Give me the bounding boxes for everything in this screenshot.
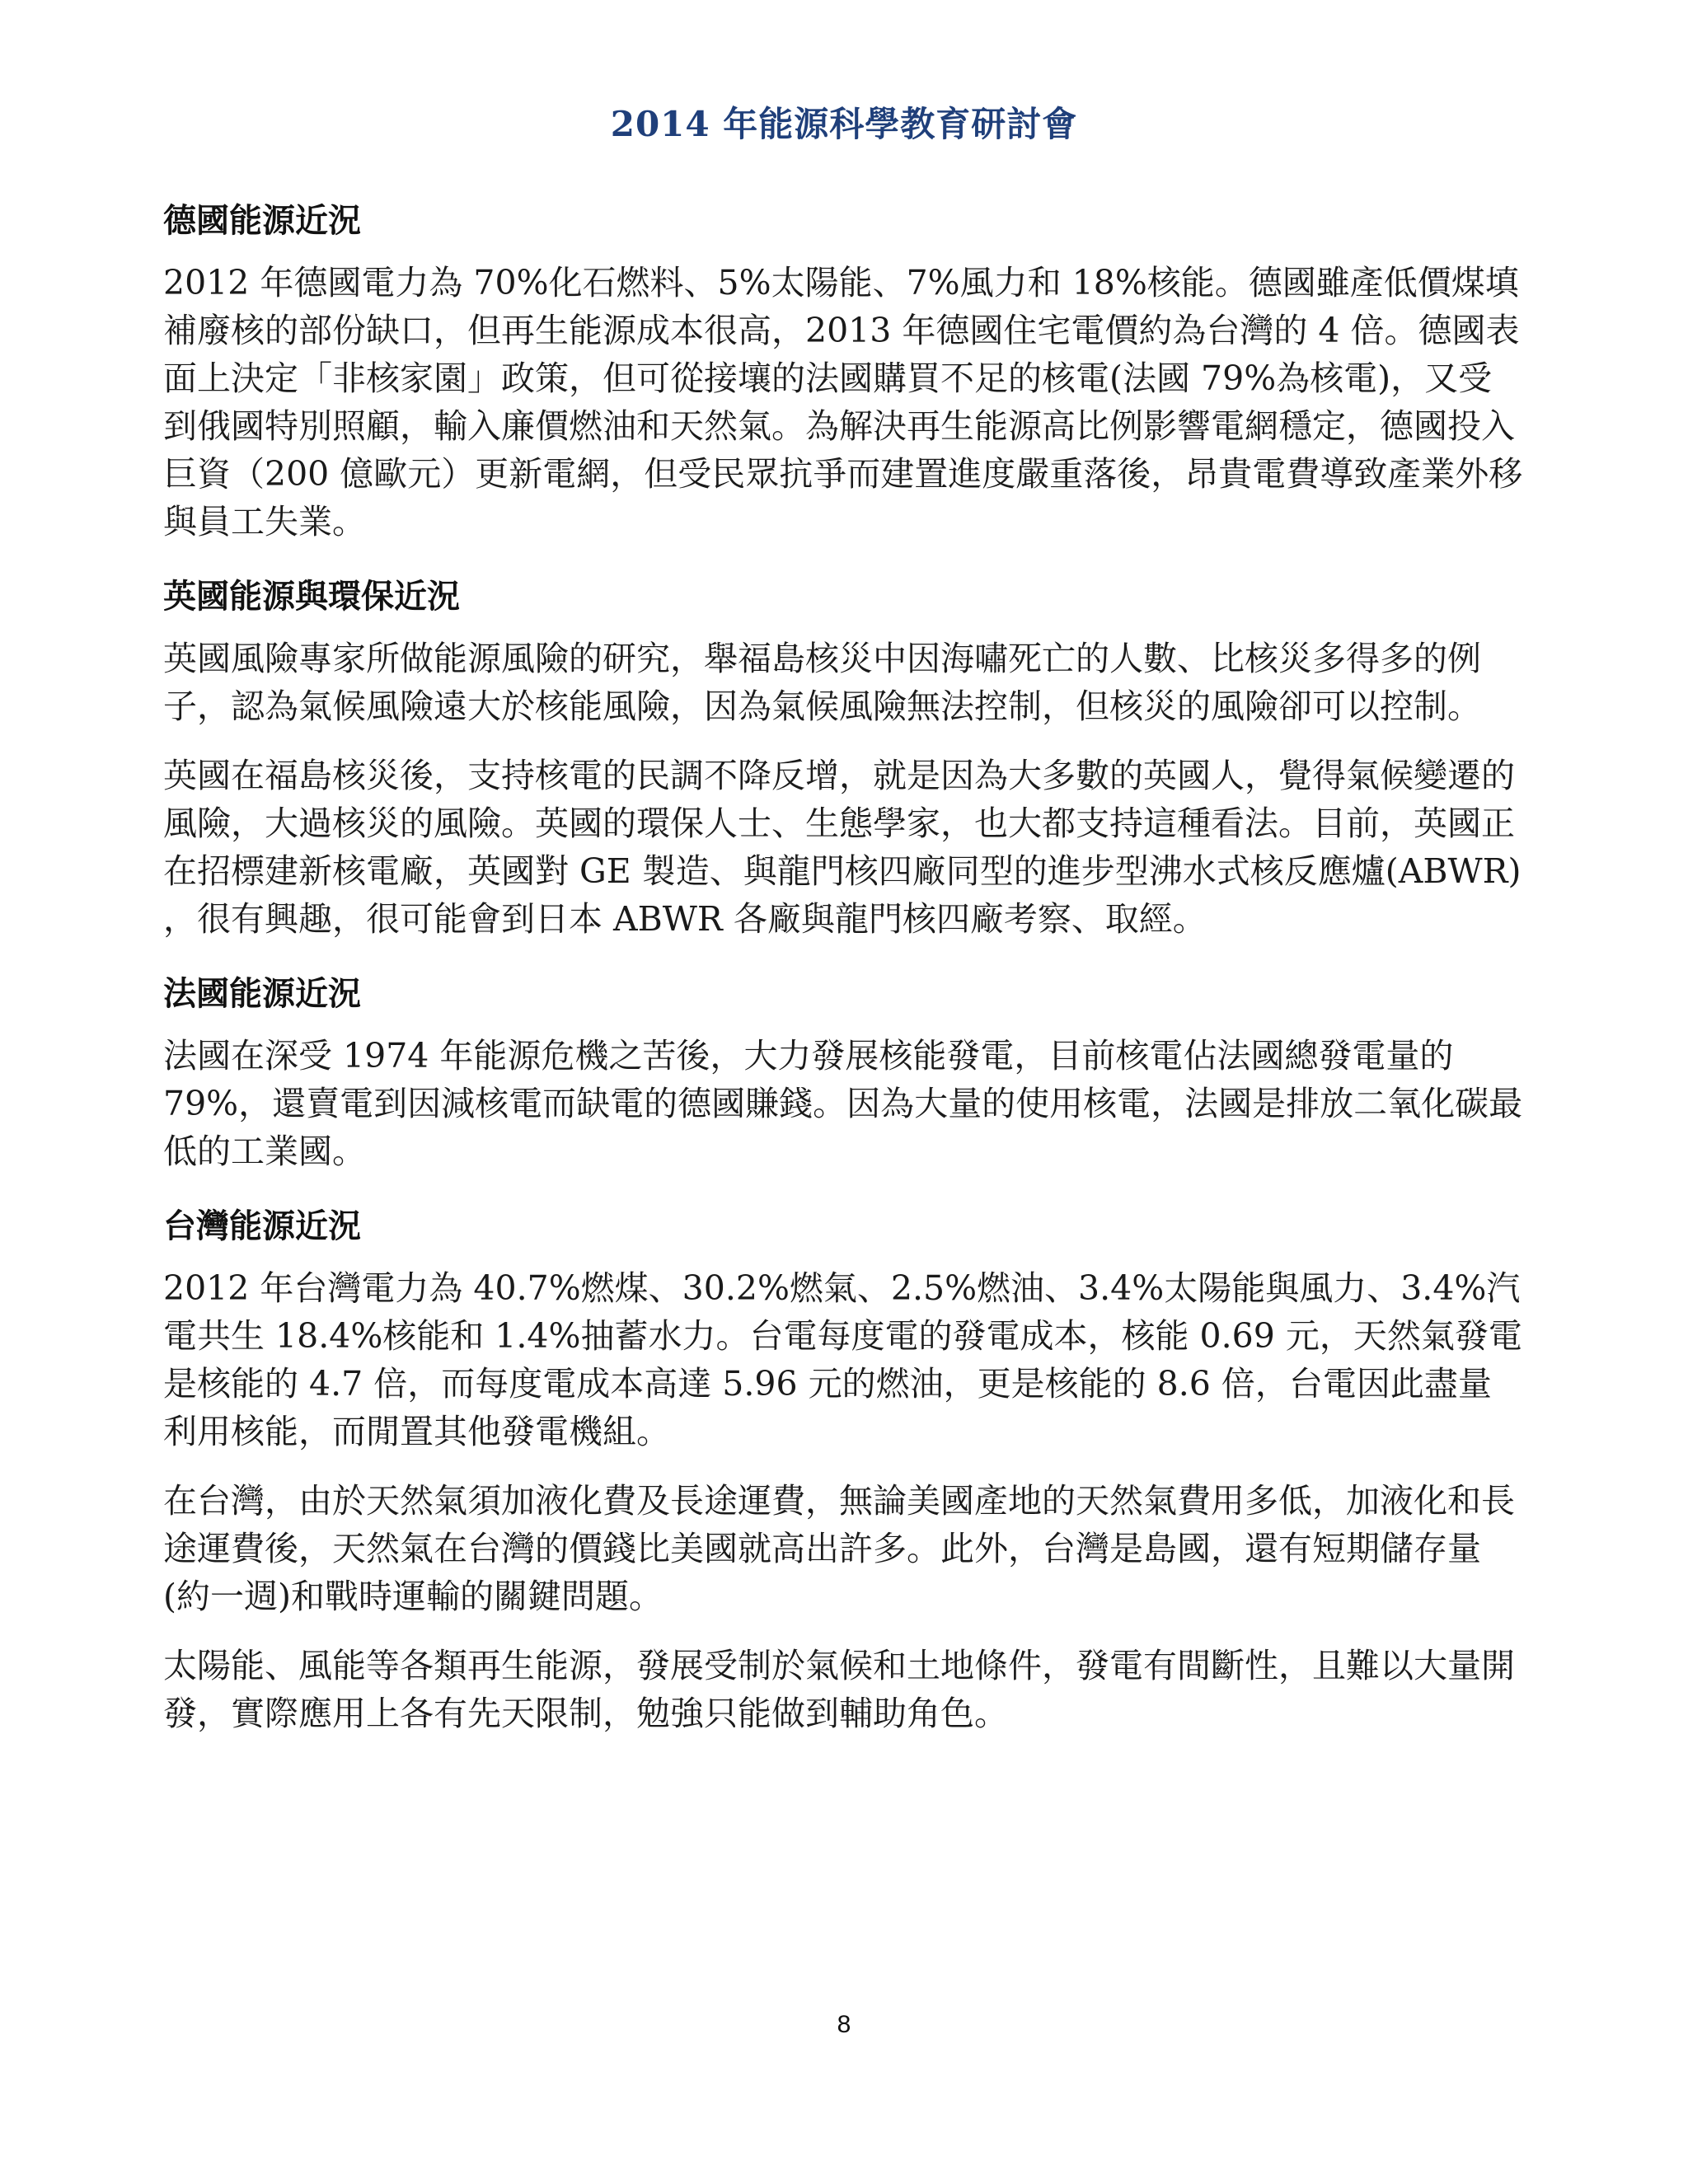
section-france — [163, 971, 1523, 1175]
section-germany — [163, 198, 1523, 546]
paragraph: 2012 年德國電力為 70%化石燃料、5%太陽能、7%風力和 18%核能。德國雖產低價煤填補廢核的部份缺口，但再生能源成本很高，2013 年德國住宅電價約為台灣的 4 倍。德國表面上決定「非核家園」政策，但可從接壤的法國購買不足的核電(法國 79%為核電)，又受到俄國特別照顧，輸入廉價燃油和天然氣。為解決再生能源高比例影響電網穩定，德國投入巨資（200 億歐元）更新電網，但受民眾抗爭而建置進度嚴重落後，昂貴電費導致產業外移與員工失業。 — [163, 263, 1523, 541]
section-uk — [163, 574, 1523, 943]
page-header-title: 2014 年能源科學教育研討會 — [610, 104, 1078, 144]
page-number: 8 — [837, 2011, 851, 2038]
section-heading: 英國能源與環保近況 — [163, 578, 460, 616]
document-body — [163, 198, 1523, 1765]
paragraph: 英國風險專家所做能源風險的研究，舉福島核災中因海嘯死亡的人數、比核災多得多的例子，認為氣候風險遠大於核能風險，因為氣候風險無法控制，但核災的風險卻可以控制。 — [163, 639, 1481, 726]
section-heading: 德國能源近況 — [163, 202, 361, 240]
paragraph: 法國在深受 1974 年能源危機之苦後，大力發展核能發電，目前核電佔法國總發電量的 79%，還賣電到因減核電而缺電的德國賺錢。因為大量的使用核電，法國是排放二氧化碳最低的工業國。 — [163, 1036, 1523, 1171]
paragraph: 在台灣，由於天然氣須加液化費及長途運費，無論美國產地的天然氣費用多低，加液化和長途運費後，天然氣在台灣的價錢比美國就高出許多。此外，台灣是島國，還有短期儲存量(約一週)和戰時運輸的關鍵問題。 — [163, 1481, 1515, 1616]
section-taiwan — [163, 1203, 1523, 1737]
section-heading: 法國能源近況 — [163, 975, 361, 1013]
paragraph: 太陽能、風能等各類再生能源，發展受制於氣候和土地條件，發電有間斷性，且難以大量開發，實際應用上各有先天限制，勉強只能做到輔助角色。 — [163, 1646, 1515, 1733]
paragraph: 2012 年台灣電力為 40.7%燃煤、30.2%燃氣、2.5%燃油、3.4%太陽能與風力、3.4%汽電共生 18.4%核能和 1.4%抽蓄水力。台電每度電的發電成本，核能 0.69 元，天然氣發電是核能的 4.7 倍，而每度電成本高達 5.96 元的燃油，更是核能的 8.6 倍，台電因此盡量利用核能，而閒置其他發電機組。 — [163, 1268, 1522, 1451]
section-heading: 台灣能源近況 — [163, 1207, 361, 1245]
paragraph: 英國在福島核災後，支持核電的民調不降反增，就是因為大多數的英國人，覺得氣候變遷的風險，大過核災的風險。英國的環保人士、生態學家，也大都支持這種看法。目前，英國正在招標建新核電廠，英國對 GE 製造、與龍門核四廠同型的進步型沸水式核反應爐(ABWR) ，很有興趣，很可能會到日本 ABWR 各廠與龍門核四廠考察、取經。 — [163, 756, 1522, 939]
